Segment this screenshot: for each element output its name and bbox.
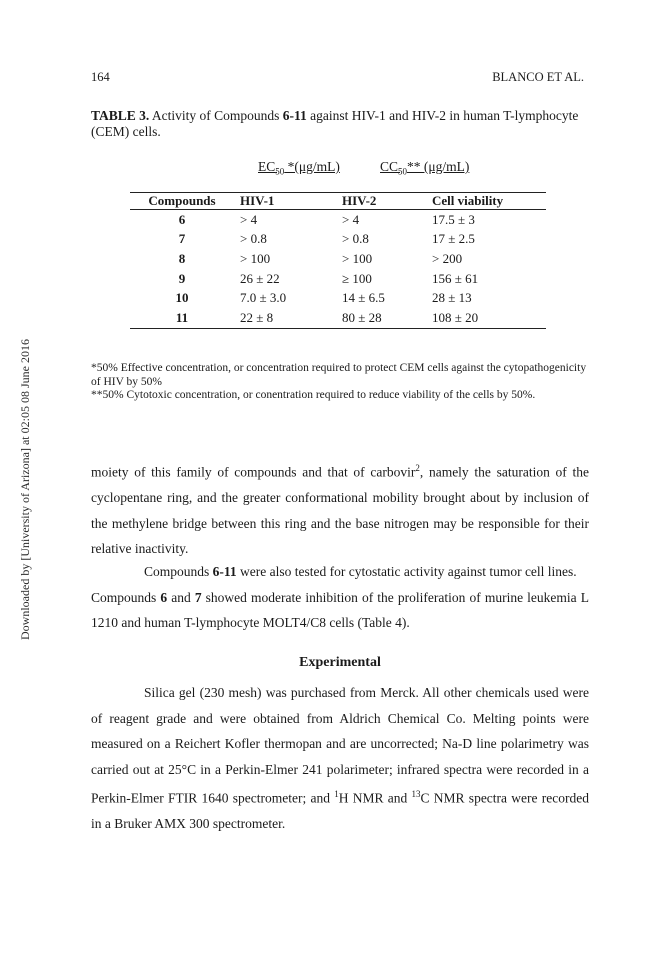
table-row <box>130 230 546 250</box>
table-cell: 7 <box>178 231 186 247</box>
paragraph-text: Silica gel (230 mesh) was purchased from Merck. All other chemicals used were of reagent grade and were obtained from Aldrich Chemical Co. Melting points were measured on a Reichert Kofler thermopan and are uncorrected; Na-D line polarimetry was carried out at 25°C in a Perkin-Elmer 241 polarimeter; infrared spectra were recorded in a Perkin-Elmer FTIR 1640 spectrometer; and <box>91 685 589 806</box>
paragraph-text: C NMR spectra were recorded in a Bruker AMX 300 spectrometer. <box>91 790 590 832</box>
table-cell: 17 ± 2.5 <box>432 231 475 247</box>
table-label: TABLE 3. <box>91 108 150 123</box>
download-notice: Downloaded by [University of Arizona] at 02:05 08 June 2016 <box>18 339 32 640</box>
table-row <box>130 269 546 289</box>
paragraph-text: Compounds <box>91 589 161 605</box>
compound-ref: 6-11 <box>212 564 237 579</box>
table-cell: 156 ± 61 <box>432 270 479 286</box>
page-number: 164 <box>91 70 110 84</box>
table-cell: 80 ± 28 <box>336 308 426 328</box>
paragraph-inactivity <box>91 456 589 562</box>
section-heading-experimental: Experimental <box>299 655 381 670</box>
reference-superscript: 2 <box>415 463 420 473</box>
paragraph-text: H NMR and <box>338 790 412 806</box>
table-cell: > 100 <box>240 250 271 266</box>
paragraph-text: moiety of this family of compounds and that of carbovir <box>91 464 416 480</box>
isotope-superscript: 1 <box>334 789 339 800</box>
paragraph-text: , namely the saturation of the cyclopentane ring, and the greater conformational mobility brought about by inclusion of the methylene bridge between this ring and the base nitrogen may be responsible for their relative inactivity. <box>91 464 590 557</box>
table-caption-text: Activity of Compounds <box>149 108 283 123</box>
running-head-authors: BLANCO ET AL. <box>492 70 584 84</box>
paragraph-cytostatic <box>91 559 589 636</box>
table-cell: 10 <box>175 290 189 306</box>
column-header: HIV-1 <box>234 193 336 210</box>
paragraph-text: Compounds <box>144 564 213 579</box>
table-cell: 6 <box>178 211 186 227</box>
table-row <box>130 288 546 308</box>
table-cell: > 100 <box>342 250 373 266</box>
table-cell: 22 ± 8 <box>234 308 336 328</box>
table-row <box>130 308 546 328</box>
paragraph-text: and <box>167 589 195 605</box>
table-cell: ≥ 100 <box>342 270 372 286</box>
ec50-label: EC <box>258 159 276 174</box>
paragraph-experimental <box>91 680 589 837</box>
compound-ref: 7 <box>194 589 202 605</box>
ec50-group-header <box>258 159 340 177</box>
table-cell: 8 <box>178 250 186 266</box>
paragraph-text: showed moderate inhibition of the proliferation of murine leukemia L 1210 and human T-lymphocyte MOLT4/C8 cells (Table 4). <box>91 589 589 631</box>
table-row <box>130 210 546 230</box>
table-cell: 14 ± 6.5 <box>342 290 385 306</box>
activity-table <box>130 192 546 329</box>
table-cell: > 4 <box>342 211 360 227</box>
table-footnotes <box>91 362 589 403</box>
table-cell: 7.0 ± 3.0 <box>240 290 287 306</box>
table-cell: 9 <box>178 270 186 286</box>
column-header: HIV-2 <box>336 193 426 210</box>
table-caption-compounds: 6-11 <box>282 108 307 123</box>
table-cell: 28 ± 13 <box>432 290 472 306</box>
cc50-label: CC <box>380 159 399 174</box>
compound-ref: 6 <box>160 589 168 605</box>
table-cell: > 0.8 <box>342 231 369 247</box>
table-caption-text-end: against HIV-1 and HIV-2 in human T-lymphocyte (CEM) cells. <box>91 108 579 139</box>
table-cell: > 4 <box>240 211 258 227</box>
column-header: Cell viability <box>426 193 546 210</box>
cc50-subscript: 50 <box>398 166 408 177</box>
footnote-ec50: *50% Effective concentration, or concentration required to protect CEM cells against the cytopathogenicity of HIV by 50% <box>91 362 587 388</box>
ec50-subscript: 50 <box>275 166 285 177</box>
table-cell: 108 ± 20 <box>426 308 546 328</box>
table-cell: 17.5 ± 3 <box>432 211 475 227</box>
isotope-superscript: 13 <box>411 789 421 800</box>
table-cell: > 200 <box>432 250 463 266</box>
table-cell: 11 <box>130 308 234 328</box>
paragraph-text: were also tested for cytostatic activity against tumor cell lines. <box>236 564 577 579</box>
cc50-unit: ** (μg/mL) <box>407 159 470 174</box>
table-cell: 26 ± 22 <box>240 270 280 286</box>
table-cell: > 0.8 <box>240 231 267 247</box>
cc50-group-header <box>380 159 469 177</box>
table-row <box>130 249 546 269</box>
table-caption <box>91 108 589 140</box>
footnote-cc50: **50% Cytotoxic concentration, or conentration required to reduce viability of the cells by 50%. <box>91 389 536 401</box>
column-header: Compounds <box>130 193 234 210</box>
table-header-row <box>130 193 546 210</box>
ec50-unit: *(μg/mL) <box>284 159 340 174</box>
